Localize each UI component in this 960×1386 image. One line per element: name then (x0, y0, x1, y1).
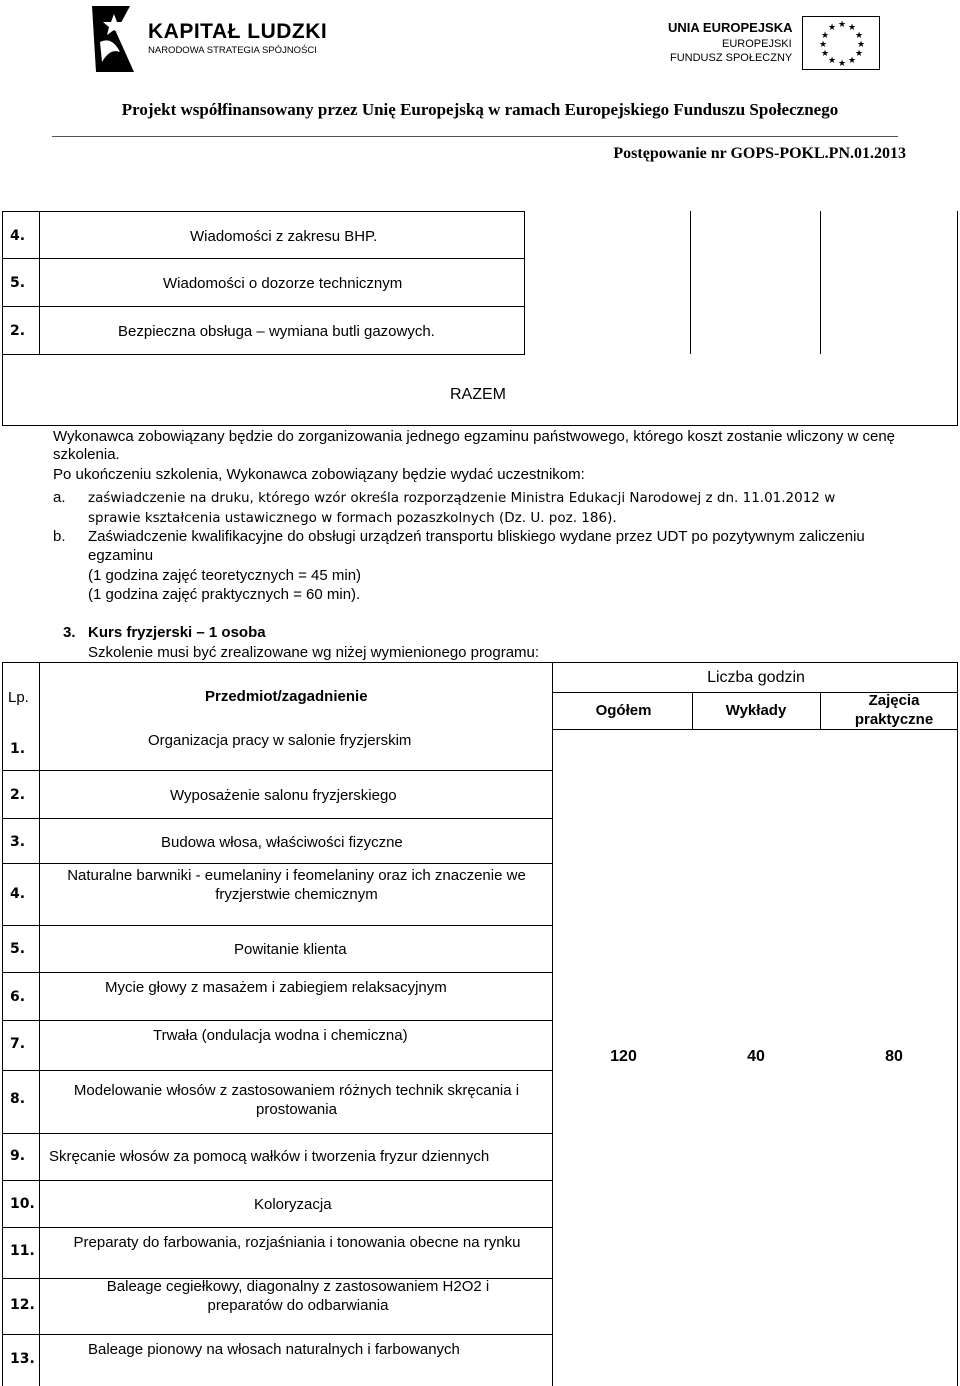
practical-hours: 80 (885, 1048, 903, 1065)
row-number: 2. (10, 787, 26, 803)
row-number: 1. (10, 741, 26, 757)
list-marker-a: a. (53, 489, 66, 506)
row-text: Wyposażenie salonu fryzjerskiego (170, 787, 397, 804)
column-header-total: Ogółem (595, 702, 652, 719)
column-header-lp: Lp. (8, 689, 29, 706)
row-text: Bezpieczna obsługa – wymiana butli gazowych. (118, 323, 435, 340)
row-text: Skręcanie włosów za pomocą wałków i tworzenia fryzur dziennych (49, 1148, 490, 1165)
list-marker-b: b. (53, 528, 66, 545)
list-item-a: zaświadczenie na druku, którego wzór określa rozporządzenie Ministra Edukacji Narodowej z dn. 11.01.2012 w sprawie kształcenia ustawicznego w formach pozaszkolnych (Dz. U. poz. 186). (88, 490, 836, 526)
svg-text:★: ★ (855, 49, 864, 59)
row-text: Trwała (ondulacja wodna i chemiczna) (153, 1027, 408, 1044)
row-text: Wiadomości z zakresu BHP. (190, 228, 378, 245)
row-number: 5. (10, 941, 26, 957)
row-number: 3. (10, 834, 26, 850)
svg-text:★: ★ (848, 23, 857, 33)
column-header-hours: Liczba godzin (707, 669, 805, 686)
svg-text:★: ★ (828, 23, 837, 33)
svg-text:★: ★ (857, 40, 866, 50)
project-line: Projekt współfinansowany przez Unię Europejską w ramach Europejskiego Funduszu Społecznego (121, 100, 839, 119)
row-number: 7. (10, 1036, 26, 1052)
eu-logo-line1: UNIA EUROPEJSKA (668, 20, 793, 35)
row-text: Mycie głowy z masażem i zabiegiem relaksacyjnym (105, 979, 447, 996)
body-paragraph-1: Wykonawca zobowiązany będzie do zorganizowania jednego egzaminu państwowego, którego koszt zostanie wliczony w cenę szkolenia. (53, 428, 896, 463)
row-number: 4. (10, 228, 26, 244)
section-subtitle: Szkolenie musi być zrealizowane wg niżej wymienionego programu: (88, 644, 540, 661)
svg-text:★: ★ (828, 56, 837, 66)
row-number: 4. (10, 886, 26, 902)
svg-text:★: ★ (819, 40, 828, 50)
column-header-lectures: Wykłady (725, 702, 787, 719)
row-text: Modelowanie włosów z zastosowaniem różnych technik skręcania i prostowania (73, 1082, 520, 1118)
row-number: 6. (10, 989, 26, 1005)
eu-logo-line3: FUNDUSZ SPOŁECZNY (670, 52, 793, 64)
lecture-hours: 40 (747, 1048, 765, 1065)
eu-logo-line2: EUROPEJSKI (722, 38, 792, 50)
list-item-b: Zaświadczenie kwalifikacyjne do obsługi urządzeń transportu bliskiego wydane przez UDT po pozytywnym zaliczeniu egzaminu (88, 528, 865, 564)
row-text: Baleage pionowy na włosach naturalnych i farbowanych (88, 1341, 460, 1358)
row-number: 9. (10, 1148, 26, 1164)
section-number: 3. (63, 624, 76, 641)
section-title: Kurs fryzjerski – 1 osoba (88, 624, 266, 641)
row-number: 10. (10, 1196, 35, 1212)
total-hours: 120 (610, 1048, 637, 1065)
column-header-practical: Zajęcia praktyczne (854, 692, 934, 728)
row-text: Powitanie klienta (234, 941, 347, 958)
svg-text:★: ★ (821, 31, 830, 41)
row-number: 2. (10, 323, 26, 339)
case-number: Postępowanie nr GOPS-POKL.PN.01.2013 (613, 145, 906, 162)
row-number: 5. (10, 275, 26, 291)
row-text: Budowa włosa, właściwości fizyczne (161, 834, 403, 851)
row-text: Koloryzacja (254, 1196, 332, 1213)
row-text: Naturalne barwniki - eumelaniny i feomelaniny oraz ich znaczenie we fryzjerstwie chemicznym (67, 867, 526, 903)
total-label: RAZEM (450, 386, 506, 403)
row-number: 12. (10, 1297, 35, 1313)
row-text: Wiadomości o dozorze technicznym (163, 275, 403, 292)
svg-text:★: ★ (848, 56, 857, 66)
svg-text:★: ★ (838, 59, 847, 69)
row-text: Baleage cegiełkowy, diagonalny z zastosowaniem H2O2 i preparatów do odbarwiania (106, 1278, 490, 1314)
body-paragraph-2: Po ukończeniu szkolenia, Wykonawca zobowiązany będzie wydać uczestnikom: (53, 466, 585, 483)
note-theory: (1 godzina zajęć teoretycznych = 45 min) (88, 567, 362, 584)
kl-logo-title: KAPITAŁ LUDZKI (148, 20, 328, 43)
row-number: 8. (10, 1091, 26, 1107)
column-header-subject: Przedmiot/zagadnienie (205, 688, 368, 705)
row-text: Organizacja pracy w salonie fryzjerskim (148, 732, 412, 749)
row-number: 11. (10, 1243, 35, 1259)
svg-text:★: ★ (838, 20, 847, 30)
kl-logo-subtitle: NARODOWA STRATEGIA SPÓJNOŚCI (148, 45, 317, 56)
svg-text:★: ★ (855, 31, 864, 41)
note-practice: (1 godzina zajęć praktycznych = 60 min). (88, 586, 361, 603)
row-number: 13. (10, 1351, 35, 1367)
row-text: Preparaty do farbowania, rozjaśniania i tonowania obecne na rynku (73, 1234, 521, 1251)
svg-text:★: ★ (821, 49, 830, 59)
